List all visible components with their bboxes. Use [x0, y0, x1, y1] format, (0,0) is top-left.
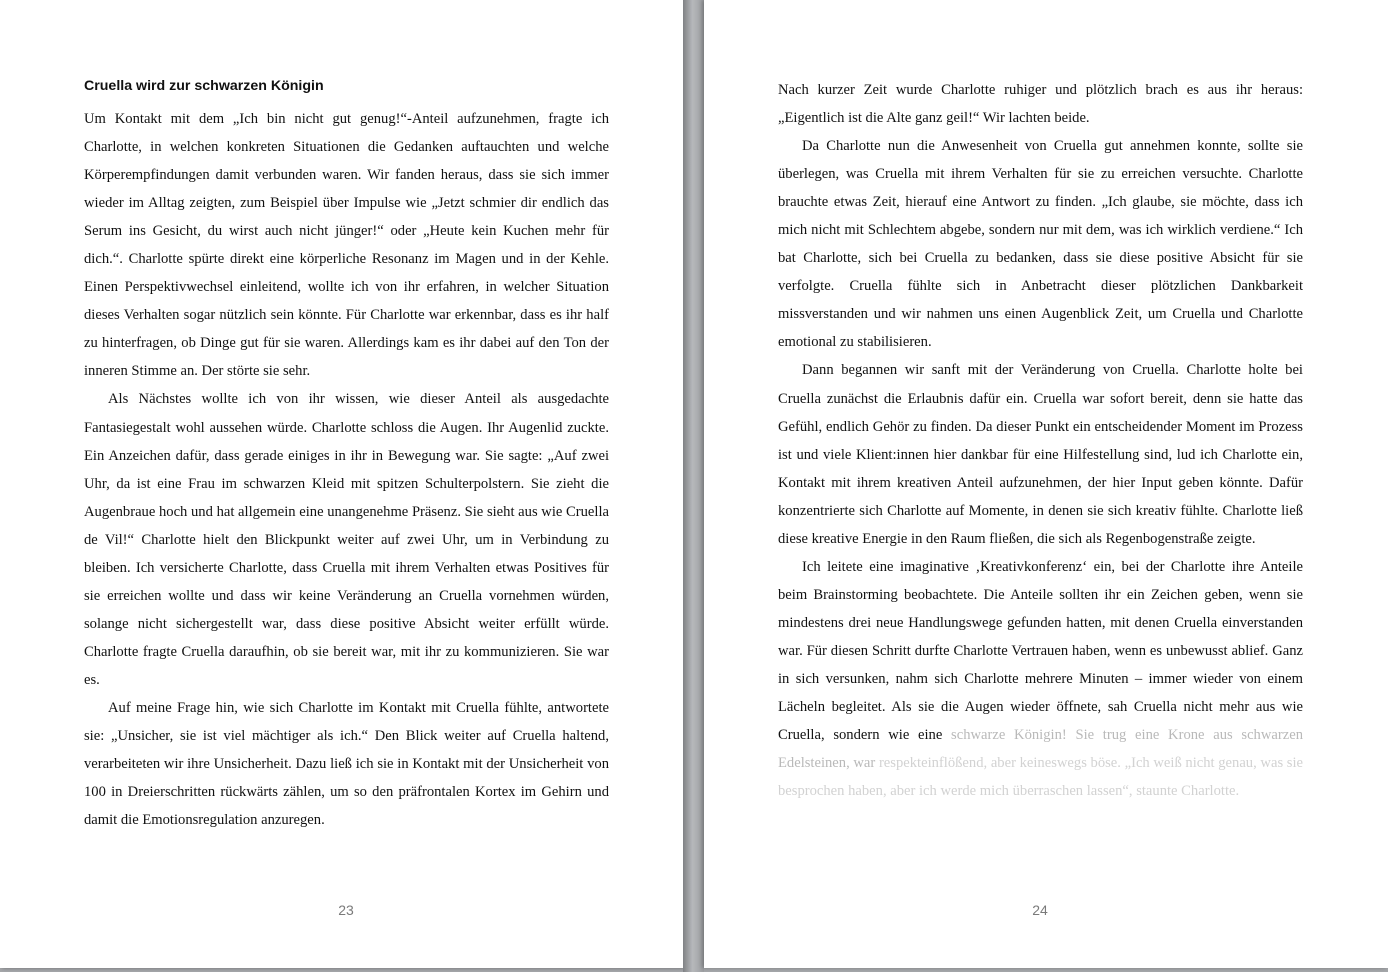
paragraph-text: Ich leitete eine imaginative ‚Kreativkonferenz‘ ein, bei der Charlotte ihre Anteile beim Brainstorming beobachtete. Die Anteile sollten ihr ein Zeichen geben, wenn sie mindestens drei neue Handlungswege gefunden hatten, mit denen Cruella einverstanden war. Für diesen Schritt durfte Charlotte Vertrauen haben, wenn es unbewusst ablief. Ganz in sich versunken, nahm sich Charlotte mehrere Minuten – immer wieder von einem Lächeln begleitet. Als sie die Augen wieder öffnete, sah Cruella nicht mehr aus wie Cruella, sondern wie eine	[778, 558, 1303, 744]
paragraph: Dann begannen wir sanft mit der Veränderung von Cruella. Charlotte holte bei Cruella zunächst die Erlaubnis dafür ein. Cruella war sofort bereit, denn sie hatte das Gefühl, endlich Gehör zu finden. Da dieser Punkt ein entscheidender Moment im Prozess ist und viele Klient:innen hier dankbar für eine Hilfestellung sind, lud ich Charlotte ein, Kontakt mit ihrem kreativen Anteil aufzunehmen, der hier Input geben könnte. Dafür konzentrierte sich Charlotte auf Momente, in denen sie sich kreativ fühlte. Charlotte ließ diese kreative Energie in den Raum fließen, die sich als Regenbogenstraße zeigte.	[778, 362, 1303, 547]
page-right-body	[778, 76, 1303, 805]
paragraph: Da Charlotte nun die Anwesenheit von Cruella gut annehmen konnte, sollte sie überlegen, was Cruella mit ihrem Verhalten für sie zu erreichen versuchte. Charlotte brauchte etwas Zeit, hierauf eine Antwort zu finden. „Ich glaube, sie möchte, dass ich mich nicht mit Schlechtem abgebe, sondern nur mit dem, was ich wirklich verdiene.“ Ich bat Charlotte, sich bei Cruella zu bedanken, dass sie diese positive Absicht für sie verfolgte. Cruella fühlte sich in Anbetracht dieser plötzlichen Dankbarkeit missverstanden und wir nahmen uns einen Augenblick Zeit, um Cruella und Charlotte emotional zu stabilisieren.	[778, 138, 1303, 351]
page-left	[0, 0, 683, 968]
page-right	[704, 0, 1388, 968]
page-number: 23	[338, 902, 354, 918]
paragraph: Um Kontakt mit dem „Ich bin nicht gut genug!“-Anteil aufzunehmen, fragte ich Charlotte, in welchen konkreten Situationen die Gedanken auftauchten und welche Körperempfindungen damit verbunden waren. Wir fanden heraus, dass sie sich immer wieder im Alltag zeigten, zum Beispiel über Impulse wie „Jetzt schmier dir endlich das Serum ins Gesicht, du wirst auch nicht jünger!“ oder „Heute kein Kuchen mehr für dich.“. Charlotte spürte direkt eine körperliche Resonanz im Magen und in der Kehle. Einen Perspektivwechsel einleitend, wollte ich von ihr erfahren, in welcher Situation dieses Verhalten sogar nützlich sein könnte. Für Charlotte war erkennbar, dass es ihr half zu hinterfragen, ob Dinge gut für sie waren. Allerdings kam es ihr dabei auf den Ton der inneren Stimme an. Der störte sie sehr.	[84, 111, 609, 380]
page-number: 24	[1032, 902, 1048, 918]
paragraph: Auf meine Frage hin, wie sich Charlotte im Kontakt mit Cruella fühlte, antwortete sie: „Unsicher, sie ist viel mächtiger als ich.“ Den Blick weiter auf Cruella haltend, verarbeiteten wir ihre Unsicherheit. Dazu ließ ich sie in Kontakt mit der Unsicherheit von 100 in Dreierschritten rückwärts zählen, um so den präfrontalen Kortex im Gehirn und damit die Emotionsregulation anzuregen.	[84, 699, 609, 829]
paragraph: Als Nächstes wollte ich von ihr wissen, wie dieser Anteil als ausgedachte Fantasiegestalt wohl aussehen würde. Charlotte schloss die Augen. Ihr Augenlid zuckte. Ein Anzeichen dafür, dass gerade einiges in ihr in Bewegung war. Sie sagte: „Auf zwei Uhr, da ist eine Frau im schwarzen Kleid mit spitzen Schulterpolstern. Sie zieht die Augenbraue hoch und hat allgemein eine unangenehme Präsenz. Sie sieht aus wie Cruella de Vil!“ Charlotte hielt den Blickpunkt weiter auf zwei Uhr, um in Verbindung zu bleiben. Ich versicherte Charlotte, dass Cruella mit ihrem Verhalten etwas Positives für sie erreichen wollte und dass wir keine Veränderung an Cruella vornehmen würden, solange nicht sichergestellt war, dass diese positive Absicht weiter erfüllt würde. Charlotte fragte Cruella daraufhin, ob sie bereit war, mit ihr zu kommunizieren. Sie war es.	[84, 391, 609, 688]
page-gutter	[683, 0, 704, 972]
chapter-heading: Cruella wird zur schwarzen Königin	[84, 78, 324, 94]
paragraph-last	[778, 553, 1303, 805]
faded-text: schwarze Königin! Sie trug eine Krone aus schwarzen Edelsteinen, war	[778, 727, 1303, 772]
page-left-body	[84, 105, 609, 834]
paragraph: Nach kurzer Zeit wurde Charlotte ruhiger und plötzlich brach es aus ihr heraus: „Eigentlich ist die Alte ganz geil!“ Wir lachten beide.	[778, 82, 1303, 127]
faded-text-more: respekteinflößend, aber keineswegs böse. „Ich weiß nicht genau, was sie besprochen haben, aber ich werde mich überraschen lassen“, staunte Charlotte.	[778, 755, 1303, 800]
